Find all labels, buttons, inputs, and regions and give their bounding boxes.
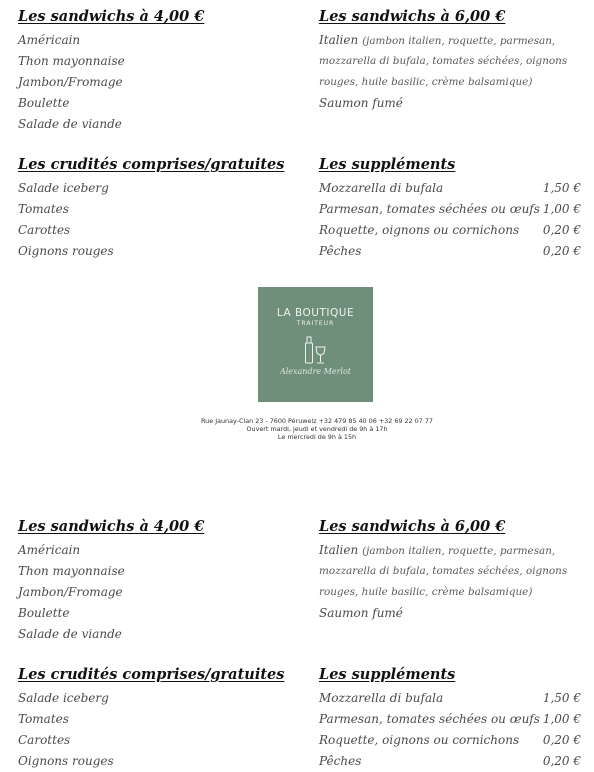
supplement-row xyxy=(319,688,581,709)
menu-item-italien xyxy=(319,540,581,561)
address-line: Rue Jaunay-Clan 23 - 7600 Péruwelz +32 479 85 40 06 +32 69 22 07 77 xyxy=(201,417,433,425)
supplement-price: 0,20 € xyxy=(542,754,581,768)
bottle-glass-icon xyxy=(304,335,328,365)
italien-desc: (jambon italien, roquette, parmesan, xyxy=(362,545,556,557)
menu-item: Carottes xyxy=(18,223,71,237)
italien-name: Italien xyxy=(319,543,359,557)
supplement-row xyxy=(319,178,581,199)
menu-item: Salade de viande xyxy=(18,117,122,131)
supplement-row xyxy=(319,220,581,241)
italien-desc: mozzarella di bufala, tomates séchées, oignons xyxy=(319,565,568,577)
menu-item: Saumon fumé xyxy=(319,606,403,620)
supplement-name: Roquette, oignons ou cornichons xyxy=(319,733,520,747)
menu-item: Thon mayonnaise xyxy=(18,54,125,68)
menu-item: Tomates xyxy=(18,712,69,726)
sandwiches-6-heading: Les sandwichs à 6,00 € xyxy=(319,8,506,25)
crudites-heading: Les crudités comprises/gratuites xyxy=(18,156,285,173)
menu-item: Jambon/Fromage xyxy=(18,75,123,89)
menu-item: Saumon fumé xyxy=(319,96,403,110)
menu-item: Oignons rouges xyxy=(18,244,114,258)
boutique-logo xyxy=(258,287,373,402)
opening-hours: Ouvert mardi, jeudi et vendredi de 9h à 17h xyxy=(246,425,388,433)
supplements-heading: Les suppléments xyxy=(319,156,456,173)
supplement-price: 1,50 € xyxy=(542,691,581,705)
supplement-price: 1,00 € xyxy=(542,712,581,726)
menu-item: Oignons rouges xyxy=(18,754,114,768)
supplements-section xyxy=(319,666,581,772)
menu-item: Salade iceberg xyxy=(18,691,109,705)
sandwiches-4-section xyxy=(18,518,288,645)
supplement-name: Mozzarella di bufala xyxy=(319,181,444,195)
crudites-heading: Les crudités comprises/gratuites xyxy=(18,666,285,683)
sandwiches-4-section xyxy=(18,8,288,135)
menu-item: Thon mayonnaise xyxy=(18,564,125,578)
menu-item: Salade iceberg xyxy=(18,181,109,195)
italien-name: Italien xyxy=(319,33,359,47)
italien-desc: mozzarella di bufala, tomates séchées, oignons xyxy=(319,55,568,67)
logo-subtitle: TRAITEUR xyxy=(296,320,335,327)
menu-item: Jambon/Fromage xyxy=(18,585,123,599)
menu-copy-top xyxy=(0,8,594,258)
supplement-name: Pêches xyxy=(319,244,362,258)
supplement-price: 0,20 € xyxy=(542,733,581,747)
sandwiches-4-heading: Les sandwichs à 4,00 € xyxy=(18,8,205,25)
logo-signature: Alexandre Merlot xyxy=(279,367,352,376)
crudites-section xyxy=(18,156,288,262)
supplement-price: 1,50 € xyxy=(542,181,581,195)
supplement-name: Roquette, oignons ou cornichons xyxy=(319,223,520,237)
supplement-row xyxy=(319,730,581,751)
supplement-row xyxy=(319,199,581,220)
supplement-price: 0,20 € xyxy=(542,244,581,258)
menu-item-italien xyxy=(319,30,581,51)
sandwiches-6-heading: Les sandwichs à 6,00 € xyxy=(319,518,506,535)
menu-copy-bottom xyxy=(0,518,594,768)
supplement-row xyxy=(319,751,581,772)
italien-desc: rouges, huile basilic, crème balsamique) xyxy=(319,76,533,88)
logo-title: LA BOUTIQUE xyxy=(276,307,355,319)
menu-item: Salade de viande xyxy=(18,627,122,641)
supplements-section xyxy=(319,156,581,262)
sandwiches-6-section xyxy=(319,8,581,114)
supplement-name: Parmesan, tomates séchées ou œufs xyxy=(319,712,540,726)
menu-item: Américain xyxy=(18,543,81,557)
address-block xyxy=(160,417,474,441)
supplement-price: 0,20 € xyxy=(542,223,581,237)
supplement-row xyxy=(319,241,581,262)
supplement-name: Pêches xyxy=(319,754,362,768)
menu-item: Tomates xyxy=(18,202,69,216)
supplement-name: Mozzarella di bufala xyxy=(319,691,444,705)
menu-item: Boulette xyxy=(18,96,70,110)
supplement-name: Parmesan, tomates séchées ou œufs xyxy=(319,202,540,216)
sandwiches-4-heading: Les sandwichs à 4,00 € xyxy=(18,518,205,535)
supplement-price: 1,00 € xyxy=(542,202,581,216)
menu-item: Boulette xyxy=(18,606,70,620)
supplement-row xyxy=(319,709,581,730)
menu-item: Américain xyxy=(18,33,81,47)
menu-item: Carottes xyxy=(18,733,71,747)
crudites-section xyxy=(18,666,288,772)
italien-desc: (jambon italien, roquette, parmesan, xyxy=(362,35,556,47)
opening-hours: Le mercredi de 9h à 15h xyxy=(277,433,357,441)
italien-desc: rouges, huile basilic, crème balsamique) xyxy=(319,586,533,598)
supplements-heading: Les suppléments xyxy=(319,666,456,683)
sandwiches-6-section xyxy=(319,518,581,624)
